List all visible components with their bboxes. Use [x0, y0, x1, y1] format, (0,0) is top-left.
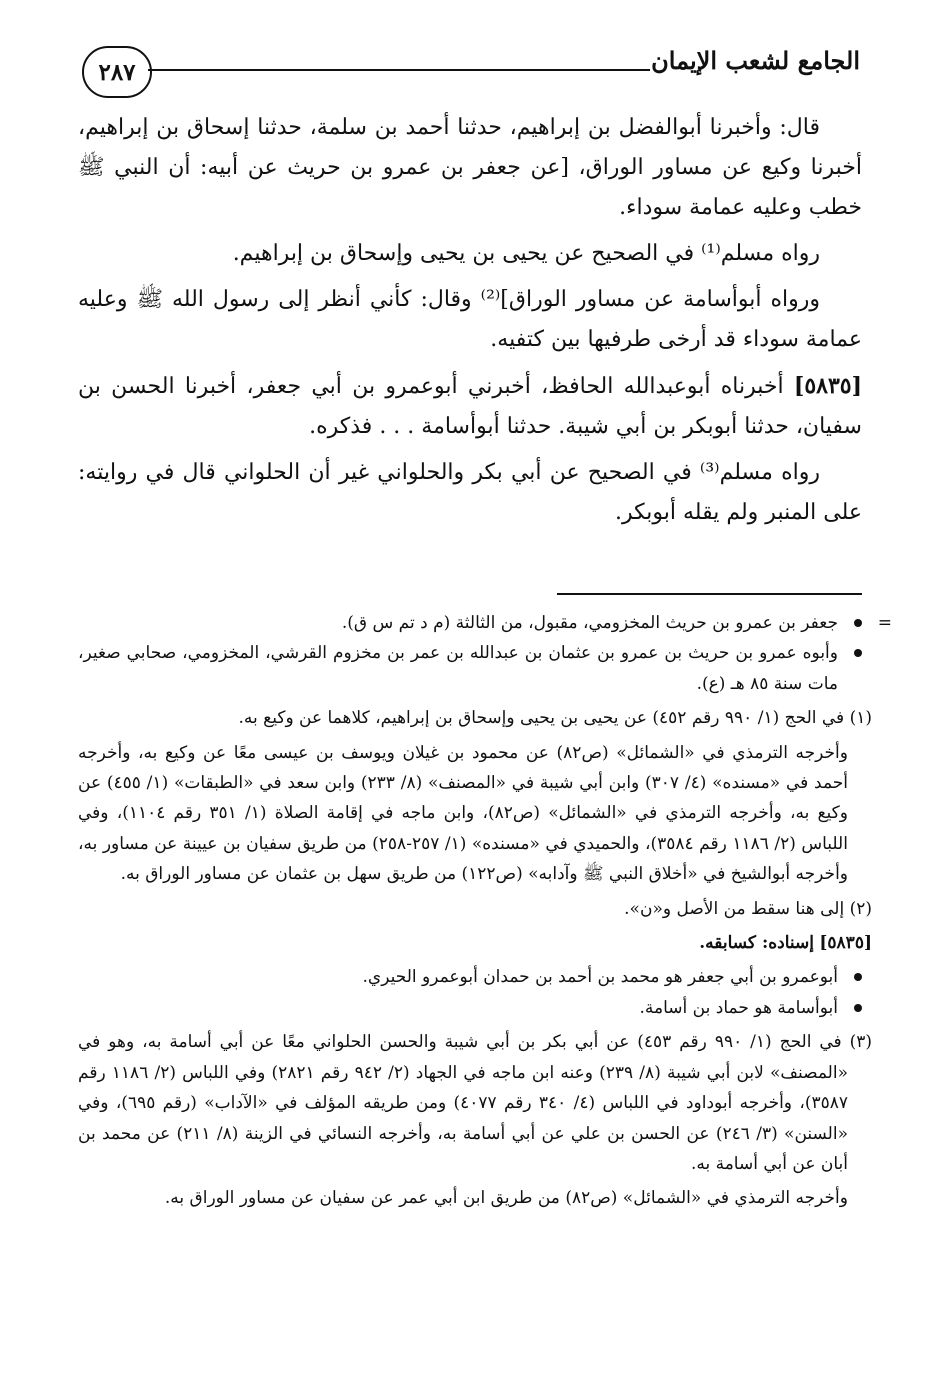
hadith-5835-text: أخبرناه أبوعبدالله الحافظ، أخبرني أبوعمرو بن أبي جعفر، أخبرنا الحسن بن سفيان، حدثنا أبوبكر بن أبي شيبة. حدثنا أبوأسامة . . . فذكره. [78, 374, 862, 439]
footnote-2: (٢) إلى هنا سقط من الأصل و«ن». [624, 898, 872, 919]
footnote-1-continued: وأخرجه الترمذي في «الشمائل» (ص٨٢) عن محمود بن غيلان ويوسف بن عيسى معًا عن وكيع به، وأخرجه أحمد في «مسنده» (٤/ ٣٠٧) وابن أبي شيبة في «المصنف» (٨/ ٢٣٣) وابن سعد في «الطبقات» (١/ ٤٥٥) عن وكيع به، وأخرجه الترمذي في «الشمائل» (ص٨٢)، وابن ماجه في إقامة الصلاة (١/ ٣٥١ رقم ١١٠٤)، وفي اللباس (٢/ ١١٨٦ رقم ٣٥٨٤)، والحميدي في «مسنده» (١/ ٢٥٧-٢٥٨) من طريق سفيان بن عيينة عن مساور به، وأخرجه أبوالشيخ في «أخلاق النبي ﷺ وآدابه» (ص١٢٢) من طريق سهل بن عثمان عن مساور الوراق به. [78, 742, 849, 885]
main-text [78, 108, 862, 539]
paragraph-hadith-5835 [78, 366, 862, 447]
paragraph-hadith-chain: قال: وأخبرنا أبوالفضل بن إبراهيم، حدثنا أحمد بن سلمة، حدثنا إسحاق بن إبراهيم، أخبرنا وكيع عن مساور الوراق، [عن جعفر بن عمرو بن حريث عن أبيه: أن النبي ﷺ خطب وعليه عمامة سوداء. [78, 115, 862, 220]
footnote-3: (٣) في الحج (١/ ٩٩٠ رقم ٤٥٣) عن أبي بكر بن أبي شيبة والحسن الحلواني معًا عن أبي أسامة به، وهو في «المصنف» لابن أبي شيبة (٨/ ٢٣٩) وعنه ابن ماجه في الجهاد (٢/ ٩٤٢ رقم ٢٨٢١) وفي اللباس (٢/ ١١٨٦ رقم ٣٥٨٧)، وأخرجه أبوداود في اللباس (٤/ ٣٤٠ رقم ٤٠٧٧) ومن طريقه المؤلف في «الآداب» (رقم ٦٩٥)، وفي «السنن» (٣/ ٢٤٦) عن الحسن بن علي عن أبي أسامة به، وأخرجه النسائي في الزينة (٨/ ٢١١) عن محمد بن أبان عن أبي أسامة به. [78, 1032, 873, 1174]
narrator-text: جعفر بن عمرو بن حريث المخزومي، مقبول، من الثالثة (م د تم س ق). [341, 613, 838, 633]
hadith-number: [٥٨٣٥] [793, 373, 862, 399]
bullet-icon [854, 1004, 862, 1012]
paragraph-muslim-narration-1: رواه مسلم⁽¹⁾ في الصحيح عن يحيى بن يحيى وإسحاق بن إبراهيم. [232, 241, 820, 266]
page-number: ٢٨٧ [82, 46, 152, 98]
narrator-list-2 [78, 962, 872, 1023]
book-title: الجامع لشعب الإيمان [651, 46, 860, 75]
narrator-item [78, 608, 892, 638]
footnote-isnad [78, 928, 872, 958]
bullet-icon [854, 649, 862, 657]
narrator-text: أبوأسامة هو حماد بن أسامة. [639, 997, 838, 1018]
narrator-text: أبوعمرو بن أبي جعفر هو محمد بن أحمد بن حمدان أبوعمرو الحيري. [362, 967, 838, 988]
footnote-3-continued: وأخرجه الترمذي في «الشمائل» (ص٨٢) من طريق ابن أبي عمر عن سفيان عن مساور الوراق به. [164, 1188, 848, 1209]
bullet-icon [854, 619, 862, 627]
footnote-isnad-number: [٥٨٣٥] [819, 933, 872, 954]
narrator-item [78, 993, 872, 1023]
narrator-list-1 [78, 608, 892, 699]
paragraph-muslim-narration-3: رواه مسلم⁽³⁾ في الصحيح عن أبي بكر والحلواني غير أن الحلواني قال في روايته: على المنبر ولم يقله أبوبكر. [78, 460, 862, 525]
continuation-mark: = [877, 613, 892, 633]
header-rule [148, 69, 650, 71]
footnote-separator [557, 593, 862, 595]
paragraph-abu-usama-narration: ورواه أبوأسامة عن مساور الوراق]⁽²⁾ وقال: كأني أنظر إلى رسول الله ﷺ وعليه عمامة سوداء قد أرخى طرفيها بين كتفيه. [78, 287, 862, 352]
footnote-1: (١) في الحج (١/ ٩٩٠ رقم ٤٥٢) عن يحيى بن يحيى وإسحاق بن إبراهيم، كلاهما عن وكيع به. [238, 708, 872, 729]
footnotes [78, 608, 892, 1218]
narrator-item [78, 638, 872, 699]
bullet-icon [854, 973, 862, 981]
page-header [82, 40, 860, 102]
footnote-isnad-text: إسناده: كسابقه. [699, 933, 814, 954]
narrator-item [78, 962, 872, 992]
narrator-text: وأبوه عمرو بن حريث بن عمرو بن عثمان بن عبدالله بن عمر بن مخزوم القرشي، المخزومي، صحابي صغير، مات سنة ٨٥ هـ (ع). [78, 643, 838, 694]
